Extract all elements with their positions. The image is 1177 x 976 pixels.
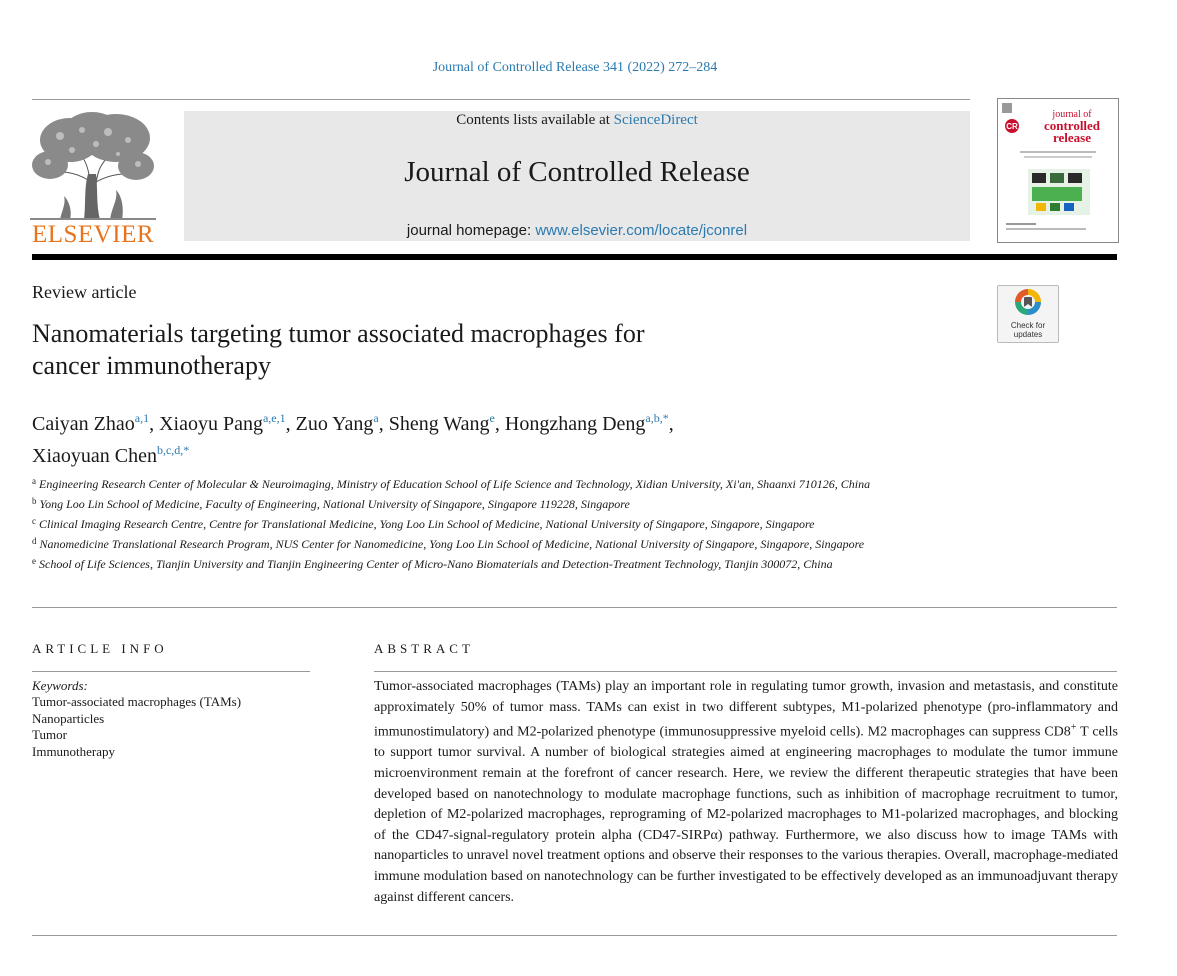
affiliation-key: a — [32, 476, 36, 486]
homepage-line — [184, 222, 970, 239]
abstract-text-part2: T cells to support tumor survival. A number of biological strategies aimed at engineering macrophages to modulate the tumor immune microenvironment remain at the forefront of cancer research. Here, we review the different therapeutic strategies that have been developed based on nanotechnology to modulate macrophage functions, such as inhibition of macrophage recruitment to tumor, depletion of M2-polarized macrophages, reprograming of M2-polarized macrophages to M1-polarized macrophages, and blocking of the CD47-signal-regulatory protein alpha (CD47-SIRPα) pathway. Furthermore, we also discuss how to image TAMs with nanoparticles to unravel novel treatment options and observe their responses to the various therapies. Overall, macrophage-mediated immune modulation based on nanotechnology can be further investigated to be effectively developed as an immunoadjuvant therapy against different cancers. — [374, 724, 1118, 905]
check-updates-icon — [998, 286, 1058, 322]
check-updates-line2: updates — [1013, 330, 1043, 339]
affiliation-item — [32, 513, 982, 533]
author[interactable] — [32, 445, 189, 467]
keyword-item[interactable]: Nanoparticles — [32, 710, 105, 726]
cover-title-line3: release — [1052, 130, 1092, 145]
author-separator: , — [378, 413, 389, 435]
cover-cr-mark: CR — [1006, 122, 1018, 131]
article-info-heading: ARTICLE INFO — [32, 641, 168, 656]
author-list — [32, 405, 932, 469]
affiliation-list — [32, 473, 982, 573]
author-affil-marker[interactable]: a,b,* — [645, 411, 669, 425]
keyword-item[interactable]: Immunotherapy — [32, 743, 116, 759]
author-name[interactable]: Caiyan Zhao — [32, 413, 135, 435]
homepage-link[interactable]: www.elsevier.com/locate/jconrel — [535, 222, 748, 239]
journal-title: Journal of Controlled Release — [404, 156, 750, 188]
journal-cover-image[interactable] — [997, 98, 1119, 243]
journal-reference[interactable] — [0, 60, 1150, 76]
check-updates-line1: Check for — [1010, 321, 1046, 330]
cover-title-line2: controlled — [1043, 118, 1101, 133]
author-affil-marker[interactable]: e — [489, 411, 495, 425]
abstract-text-part1: Tumor-associated macrophages (TAMs) play an important role in regulating tumor growth, invasion and metastasis, and constitute approximately 50% of tumor mass. TAMs can exist in two different subtypes, M1-polarized phenotype (pro-inflammatory and immunostimulatory) and M2-polarized phenotype (immunosuppressive myeloid cells). M2 macrophages can suppress CD8 — [374, 679, 1118, 740]
affiliation-key: b — [32, 496, 37, 506]
author-name[interactable]: Hongzhang Deng — [504, 413, 646, 435]
check-updates-label — [998, 321, 1058, 339]
author-affil-marker[interactable]: a,e,1 — [262, 411, 286, 425]
check-for-updates-button[interactable] — [997, 285, 1059, 343]
article-info-divider — [32, 671, 310, 672]
author[interactable] — [159, 413, 296, 435]
article-title-line2: cancer immunotherapy — [32, 351, 271, 380]
affiliation-text: Nanomedicine Translational Research Program, NUS Center for Nanomedicine, Yong Loo Lin School of Medicine, National University of Singapore, Singapore, Singapore — [39, 537, 865, 551]
keyword-item[interactable]: Tumor — [32, 727, 67, 742]
abstract-divider — [374, 671, 1117, 672]
article-type: Review article — [32, 282, 137, 302]
author-separator: , — [668, 413, 674, 435]
keyword-item[interactable]: Tumor-associated macrophages (TAMs) — [32, 694, 242, 709]
author-affil-marker[interactable]: b,c,d,* — [156, 443, 190, 457]
abstract-body — [374, 677, 1118, 908]
affiliation-item — [32, 493, 982, 513]
affiliation-text: School of Life Sciences, Tianjin University and Tianjin Engineering Center of Micro-Nano Biomaterials and Detection-Treatment Technology, Tianjin 300072, China — [39, 557, 833, 571]
abstract-superscript: + — [1070, 722, 1077, 734]
author-affil-marker[interactable]: a — [373, 411, 379, 425]
affiliation-text: Yong Loo Lin School of Medicine, Faculty of Engineering, National University of Singapore, Singapore 119228, Singapore — [39, 497, 630, 511]
author-name[interactable]: Sheng Wang — [388, 413, 490, 435]
author-name[interactable]: Zuo Yang — [295, 413, 374, 435]
author-separator: , — [285, 413, 296, 435]
affiliation-key: d — [32, 536, 37, 546]
affiliation-key: c — [32, 516, 36, 526]
homepage-prefix: journal homepage: — [406, 222, 536, 239]
cover-title-line1: journal of — [1052, 109, 1092, 120]
contents-line — [184, 112, 970, 129]
header-thick-divider — [32, 254, 1117, 260]
affiliation-text: Engineering Research Center of Molecular & Neuroimaging, Ministry of Education School of Life Science and Technology, Xidian University, Xi'an, Shaanxi 710126, China — [39, 477, 871, 491]
article-title — [32, 318, 832, 382]
author[interactable] — [505, 413, 674, 435]
journal-reference-link[interactable]: Journal of Controlled Release 341 (2022) 272–284 — [432, 60, 718, 75]
author[interactable] — [296, 413, 389, 435]
author-affil-marker[interactable]: a,1 — [134, 411, 150, 425]
affiliation-item — [32, 473, 982, 493]
abstract-heading: ABSTRACT — [374, 641, 474, 656]
affiliation-item — [32, 533, 982, 553]
elsevier-wordmark: ELSEVIER — [32, 221, 155, 248]
author-name[interactable]: Xiaoyuan Chen — [32, 445, 157, 467]
author-separator: , — [149, 413, 160, 435]
keywords-list — [32, 694, 241, 760]
footer-divider — [32, 935, 1117, 936]
author-separator: , — [494, 413, 505, 435]
affiliation-text: Clinical Imaging Research Centre, Centre for Translational Medicine, Yong Loo Lin School of Medicine, National University of Singapore, Singapore, Singapore — [39, 517, 815, 531]
sciencedirect-link[interactable]: ScienceDirect — [613, 112, 698, 128]
affiliation-item — [32, 553, 982, 573]
contents-prefix: Contents lists available at — [456, 112, 614, 128]
header-top-divider — [32, 99, 970, 100]
article-title-line1: Nanomaterials targeting tumor associated macrophages for — [32, 319, 645, 348]
keywords-label: Keywords: — [32, 678, 88, 693]
author[interactable] — [32, 413, 159, 435]
author-name[interactable]: Xiaoyu Pang — [159, 413, 263, 435]
affiliation-key: e — [32, 556, 36, 566]
author[interactable] — [389, 413, 505, 435]
section-divider — [32, 607, 1117, 608]
